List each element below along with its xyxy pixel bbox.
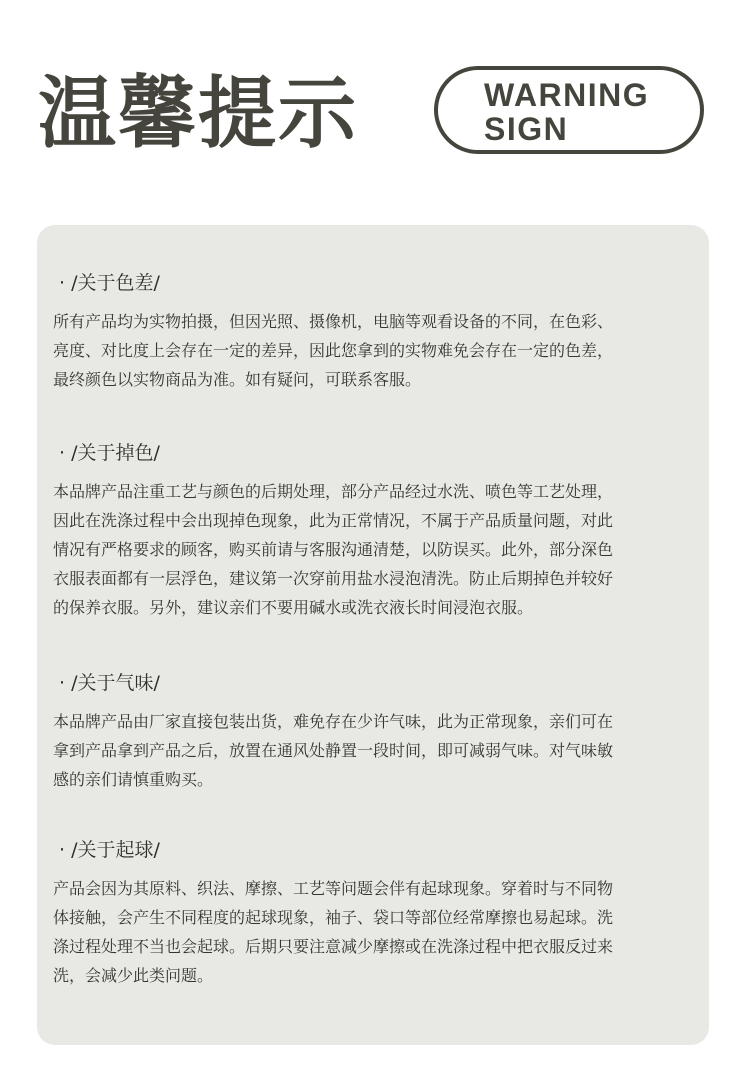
body-line: 本品牌产品注重工艺与颜色的后期处理，部分产品经过水洗、喷色等工艺处理， — [53, 482, 614, 501]
body-line: 衣服表面都有一层浮色，建议第一次穿前用盐水浸泡清洗。防止后期掉色并较好 — [53, 569, 614, 588]
badge-line-2: SIGN — [484, 111, 569, 147]
section-color-difference — [53, 271, 701, 394]
section-heading: · /关于起球/ — [59, 839, 160, 861]
section-pilling — [53, 838, 701, 990]
section-body — [53, 477, 701, 622]
section-body — [53, 307, 701, 394]
body-line: 所有产品均为实物拍摄，但因光照、摄像机，电脑等观看设备的不同，在色彩、 — [53, 312, 614, 331]
section-odor — [53, 671, 701, 794]
body-line: 拿到产品拿到产品之后，放置在通风处静置一段时间，即可减弱气味。对气味敏 — [53, 741, 614, 760]
section-heading: · /关于掉色/ — [59, 442, 160, 464]
section-color-fading — [53, 441, 701, 622]
body-line: 的保养衣服。另外，建议亲们不要用碱水或洗衣液长时间浸泡衣服。 — [53, 598, 534, 617]
body-line: 亮度、对比度上会存在一定的差异，因此您拿到的实物难免会存在一定的色差， — [53, 341, 614, 360]
body-line: 感的亲们请慎重购买。 — [53, 770, 214, 789]
body-line: 本品牌产品由厂家直接包装出货，难免存在少许气味，此为正常现象，亲们可在 — [53, 712, 614, 731]
body-line: 最终颜色以实物商品为准。如有疑问，可联系客服。 — [53, 370, 422, 389]
notice-card — [37, 225, 709, 1045]
body-line: 情况有严格要求的顾客，购买前请与客服沟通清楚，以防误买。此外，部分深色 — [53, 540, 614, 559]
section-body — [53, 874, 701, 990]
section-body — [53, 707, 701, 794]
section-heading: · /关于气味/ — [59, 672, 160, 694]
body-line: 洗，会减少此类问题。 — [53, 966, 214, 985]
body-line: 产品会因为其原料、织法、摩擦、工艺等问题会伴有起球现象。穿着时与不同物 — [53, 879, 614, 898]
section-heading: · /关于色差/ — [59, 272, 160, 294]
badge-line-1: WARNING — [484, 77, 650, 113]
body-line: 体接触，会产生不同程度的起球现象，袖子、袋口等部位经常摩擦也易起球。洗 — [53, 908, 614, 927]
warning-sign-badge — [434, 66, 704, 154]
body-line: 涤过程处理不当也会起球。后期只要注意减少摩擦或在洗涤过程中把衣服反过来 — [53, 937, 614, 956]
body-line: 因此在洗涤过程中会出现掉色现象，此为正常情况，不属于产品质量问题，对此 — [53, 511, 614, 530]
page-title: 温馨提示 — [38, 69, 359, 159]
